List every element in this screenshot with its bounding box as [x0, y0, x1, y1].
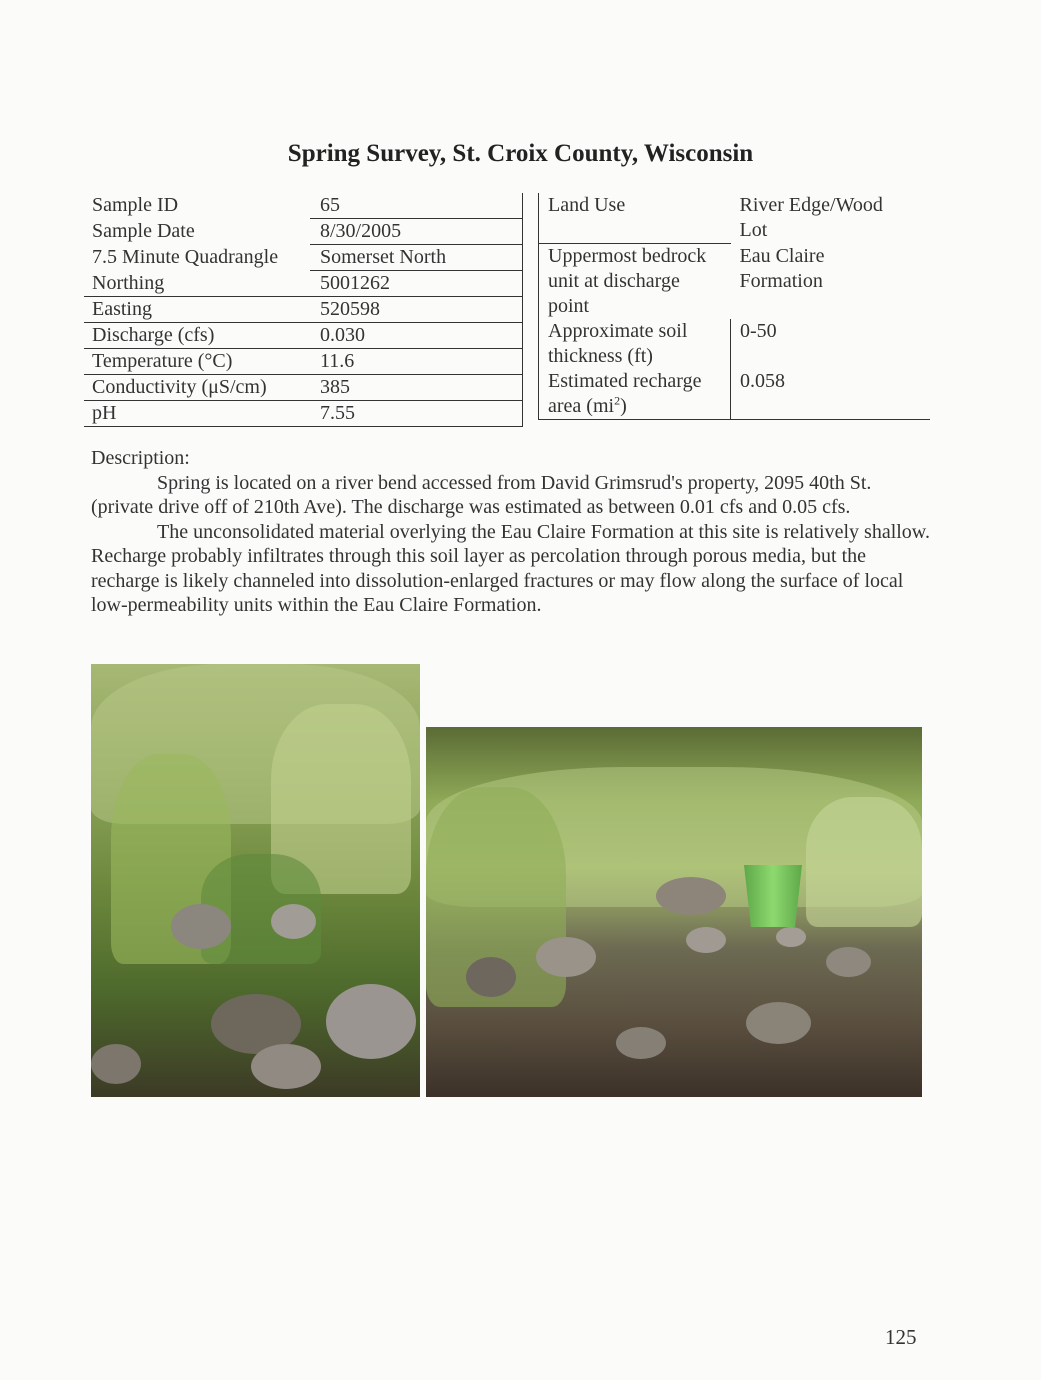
table-row — [84, 245, 523, 271]
row-label: Sample Date — [92, 219, 195, 242]
land-use-label: Land Use — [539, 193, 731, 218]
page-number: 125 — [885, 1325, 917, 1349]
description-paragraph: The unconsolidated material overlying the Eau Claire Formation at this site is relatively shallow. Recharge probably infiltrates through this soil layer as percolation through porous media, but the recharge is likely channeled into dissolution-enlarged fractures or may flow along the surface of local low-permeability units within the Eau Claire Formation. — [91, 520, 930, 616]
row-label: 7.5 Minute Quadrangle — [92, 245, 279, 268]
table-row — [539, 369, 931, 394]
bedrock-label-cont: unit at discharge — [539, 269, 731, 294]
table-row — [84, 375, 523, 401]
table-row — [84, 219, 523, 245]
table-row — [84, 271, 523, 297]
table-row — [84, 349, 523, 375]
row-value: 7.55 — [310, 401, 523, 427]
description-paragraph: Spring is located on a river bend accessed from David Grimsrud's property, 2095 40th St. (private drive off of 210th Ave). The discharge was estimated as between 0.01 cfs and 0.05 cfs. — [91, 471, 872, 518]
row-label: Discharge (cfs) — [84, 323, 310, 349]
row-value: 65 — [310, 193, 523, 219]
soil-label: Approximate soil — [539, 319, 731, 344]
site-info-table — [538, 193, 930, 420]
row-label: pH — [84, 401, 310, 427]
recharge-value: 0.058 — [731, 369, 931, 394]
table-row — [84, 323, 523, 349]
table-row — [539, 244, 931, 270]
row-label: Easting — [84, 297, 310, 323]
bedrock-label-cont: point — [539, 294, 731, 319]
recharge-label: Estimated recharge — [539, 369, 731, 394]
row-value: 8/30/2005 — [310, 219, 523, 245]
table-row — [539, 269, 931, 294]
bedrock-value-cont: Formation — [739, 270, 823, 292]
row-label: Conductivity (μS/cm) — [84, 375, 310, 401]
row-label: Northing — [84, 271, 310, 297]
soil-label-cont: thickness (ft) — [539, 344, 731, 369]
row-value: 520598 — [310, 297, 523, 323]
table-row — [539, 319, 931, 344]
spring-photo-right — [426, 727, 922, 1097]
land-use-value: River Edge/Wood — [739, 194, 883, 216]
soil-value: 0-50 — [731, 319, 931, 344]
row-label: Sample ID — [92, 194, 179, 216]
sample-data-table — [84, 193, 523, 427]
bedrock-value: Eau Claire — [739, 244, 825, 267]
row-value: 385 — [310, 375, 523, 401]
row-label: Temperature (°C) — [84, 349, 310, 375]
table-row — [539, 294, 931, 319]
row-value: 5001262 — [310, 271, 523, 297]
page-title: Spring Survey, St. Croix County, Wisconsin — [287, 140, 754, 167]
table-row — [539, 394, 931, 420]
table-row — [539, 193, 931, 218]
table-row — [84, 297, 523, 323]
spring-photo-left — [91, 664, 420, 1097]
row-value: Somerset North — [310, 245, 523, 271]
description-heading: Description: — [91, 447, 190, 469]
bucket-icon — [744, 865, 802, 927]
description — [91, 446, 931, 618]
table-row — [539, 344, 931, 369]
table-row — [84, 193, 523, 219]
table-row — [539, 218, 931, 244]
recharge-label-cont: area $(mi^2)$ — [539, 394, 731, 420]
row-value: 11.6 — [310, 349, 523, 375]
land-use-value-cont: Lot — [739, 219, 768, 241]
row-value: 0.030 — [310, 323, 523, 349]
bedrock-label: Uppermost bedrock — [539, 244, 731, 270]
table-row — [84, 401, 523, 427]
